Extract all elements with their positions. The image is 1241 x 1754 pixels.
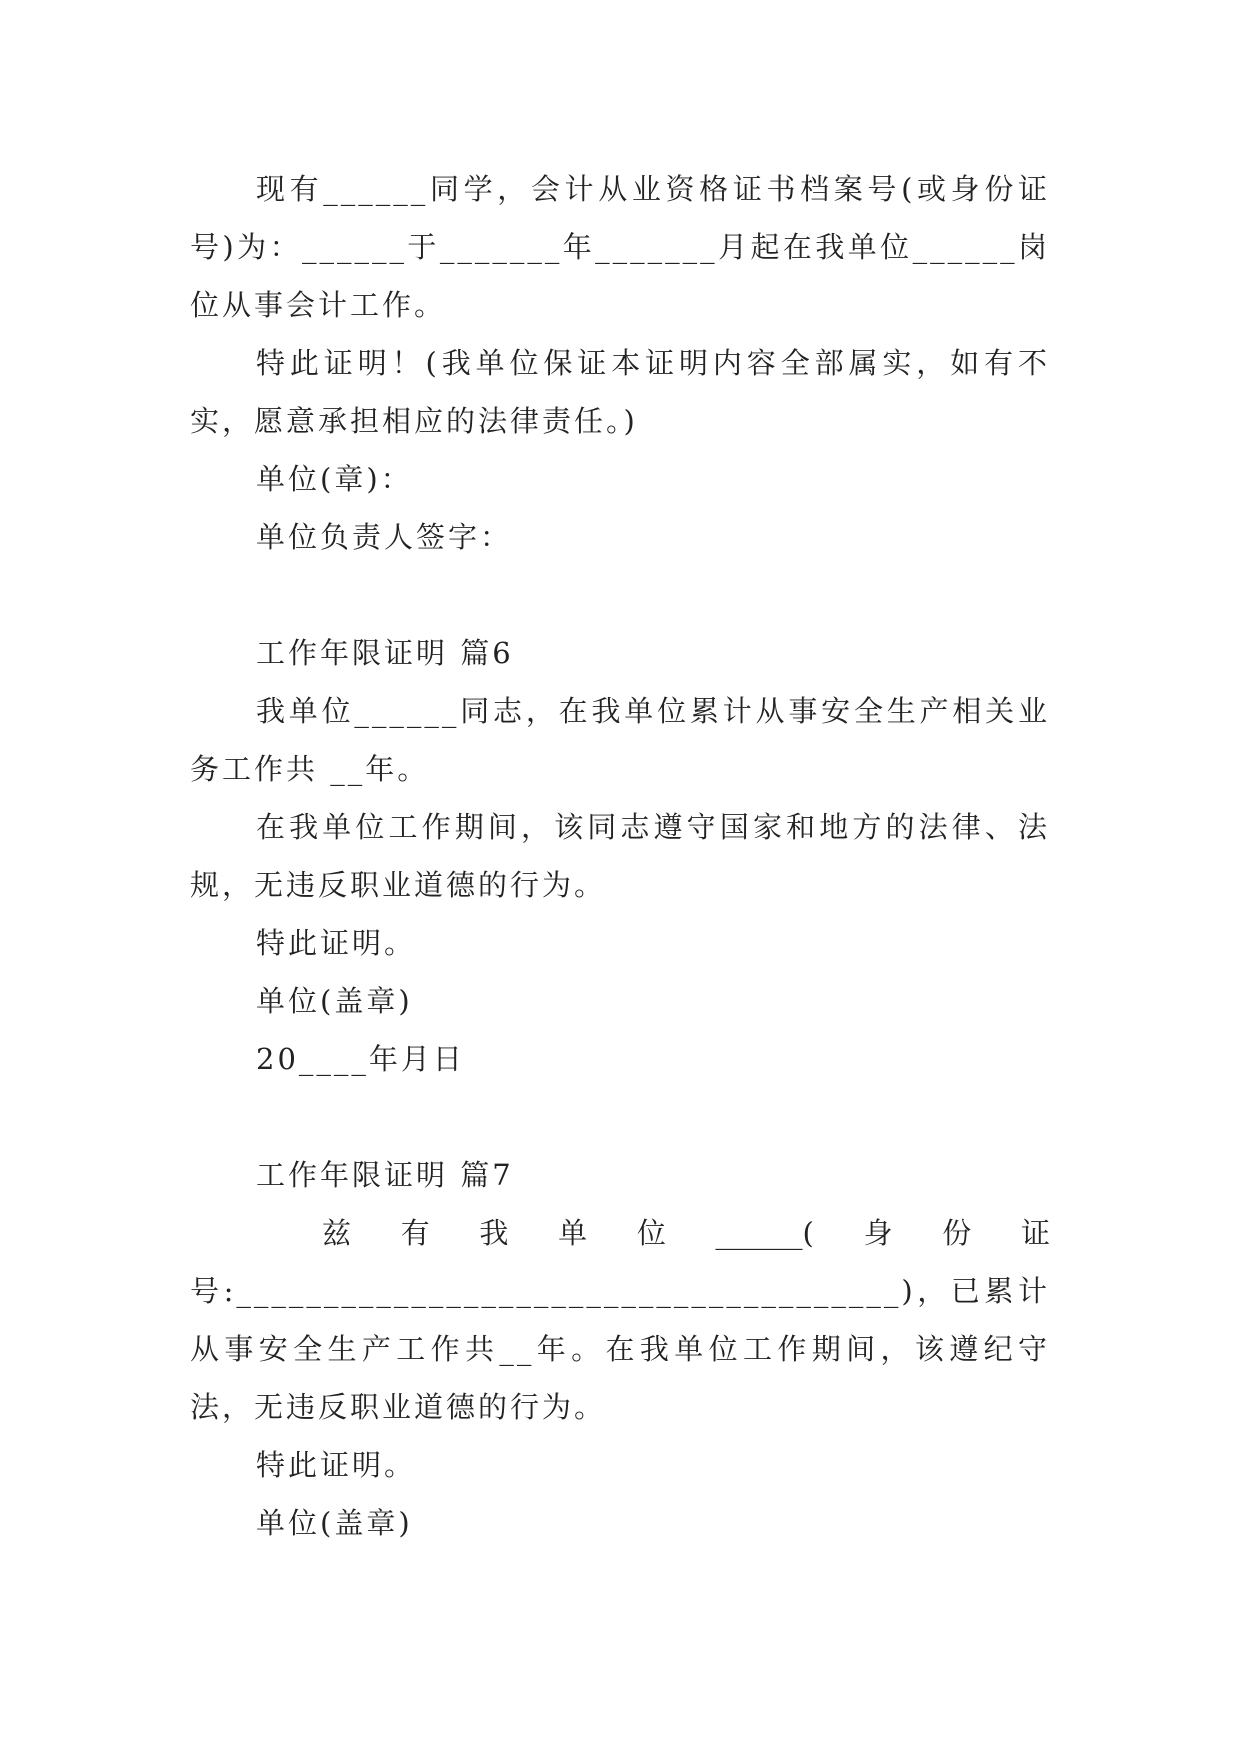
paragraph-certify: 特此证明。 bbox=[256, 1448, 417, 1482]
paragraph-accounting-cert: 现有______同学，会计从业资格证书档案号(或身份证号)为：______于_______年_______月起在我单位______岗位从事会计工作。 bbox=[190, 172, 1050, 322]
section-heading-6: 工作年限证明 篇6 bbox=[256, 636, 514, 670]
paragraph-unit-stamp: 单位(盖章) bbox=[256, 1506, 413, 1540]
paragraph-unit-head-signature: 单位负责人签字： bbox=[256, 520, 513, 554]
section-spacer bbox=[190, 566, 1050, 624]
paragraph-certify-statement: 特此证明！(我单位保证本证明内容全部属实，如有不实，愿意承担相应的法律责任。) bbox=[190, 346, 1050, 438]
paragraph-date: 20____年月日 bbox=[256, 1042, 465, 1076]
paragraph-id-number-work-years: 号:______________________________________)，已累计从事安全生产工作共__年。在我单位工作期间，该遵纪守法，无违反职业道德的行为。 bbox=[190, 1274, 1050, 1424]
section-spacer bbox=[190, 1088, 1050, 1146]
paragraph-unit-stamp: 单位(盖章) bbox=[256, 984, 413, 1018]
paragraph-law-abiding: 在我单位工作期间，该同志遵守国家和地方的法律、法规，无违反职业道德的行为。 bbox=[190, 810, 1050, 902]
paragraph-unit-seal: 单位(章)： bbox=[256, 462, 413, 496]
document-page bbox=[190, 160, 1050, 1552]
section-heading-7: 工作年限证明 篇7 bbox=[256, 1158, 514, 1192]
paragraph-id-intro: 兹有我单位______(身份证 bbox=[322, 1216, 1050, 1250]
paragraph-safety-work-years: 我单位______同志，在我单位累计从事安全生产相关业务工作共 __年。 bbox=[190, 694, 1050, 786]
paragraph-certify: 特此证明。 bbox=[256, 926, 417, 960]
